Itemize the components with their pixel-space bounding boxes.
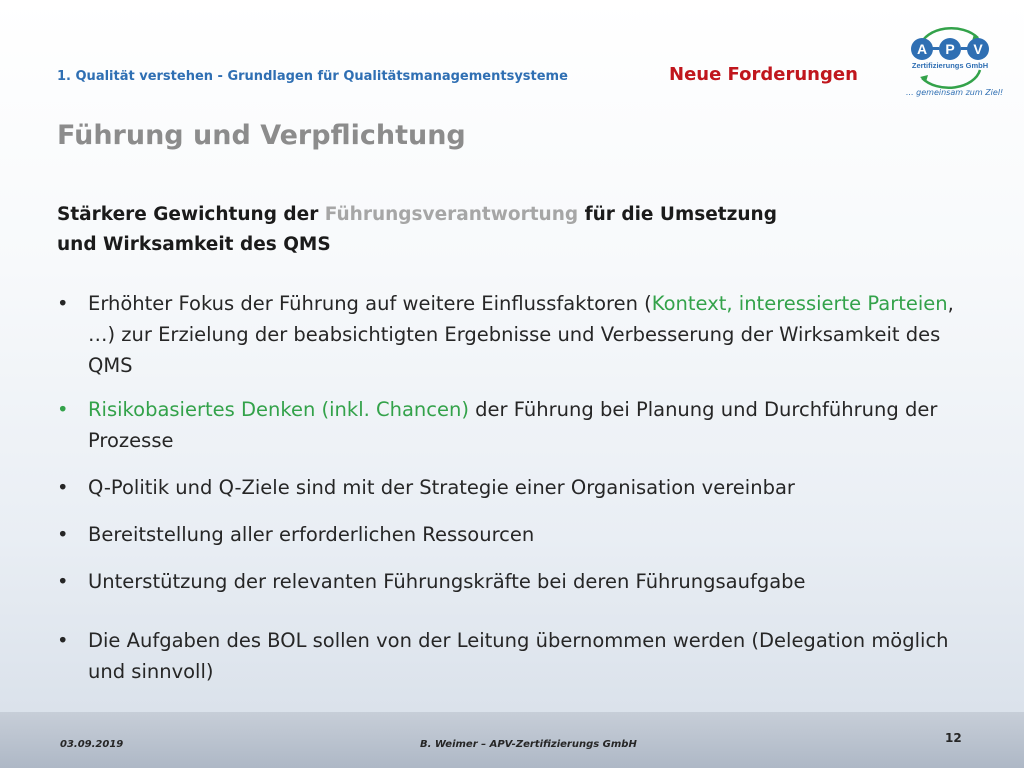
lead-text-1: Stärkere Gewichtung der <box>57 204 325 225</box>
bullet-item-5 <box>57 566 957 597</box>
bullet-dot-icon: • <box>57 398 69 421</box>
logo-letter-v: V <box>973 41 983 57</box>
bullet-2-text: der Führung bei Planung und Durchführung der Prozesse <box>88 398 938 452</box>
section-tag: Neue Forderungen <box>669 64 858 85</box>
breadcrumb: 1. Qualität verstehen - Grundlagen für Qualitätsmanagementsysteme <box>57 69 568 84</box>
lead-statement <box>57 200 817 260</box>
bullet-6-text: Die Aufgaben des BOL sollen von der Leitung übernommen werden (Delegation möglich und sinnvoll) <box>88 629 949 683</box>
lead-text-3: und Wirksamkeit des QMS <box>57 234 331 255</box>
bullet-3-text: Q-Politik und Q-Ziele sind mit der Strategie einer Organisation vereinbar <box>88 476 795 499</box>
bullet-1-text-b: , …) zur Erzielung der beabsichtigten Ergebnisse und Verbesserung der Wirksamkeit des QMS <box>88 292 954 377</box>
bullet-dot-icon: • <box>57 523 69 546</box>
logo-letter-a: A <box>916 41 928 57</box>
bullet-1-green: Kontext, interessierte Parteien <box>651 292 948 315</box>
lead-text-2: für die Umsetzung <box>578 204 777 225</box>
logo-letter-p: P <box>945 41 955 57</box>
bullet-1-text-a: Erhöhter Fokus der Führung auf weitere Einflussfaktoren ( <box>88 292 652 315</box>
bullet-4-text: Bereitstellung aller erforderlichen Ressourcen <box>88 523 535 546</box>
logo-tagline: ... gemeinsam zum Ziel! <box>906 88 1004 97</box>
bullet-item-2 <box>57 394 957 456</box>
company-logo <box>900 18 1000 98</box>
bullet-dot-icon: • <box>57 292 69 315</box>
footer-date: 03.09.2019 <box>60 739 124 750</box>
bullet-2-green: Risikobasiertes Denken (inkl. Chancen) <box>88 398 469 421</box>
logo-arc-bottom-icon <box>922 70 980 88</box>
bullet-item-1 <box>57 288 957 381</box>
bullet-item-3 <box>57 472 957 503</box>
lead-highlight: Führungsverantwortung <box>324 204 579 225</box>
bullet-dot-icon: • <box>57 629 69 652</box>
bullet-item-4 <box>57 519 957 550</box>
bullet-5-text: Unterstützung der relevanten Führungskräfte bei deren Führungsaufgabe <box>88 570 806 593</box>
logo-subtitle: Zertifizierungs GmbH <box>911 61 989 70</box>
bullet-dot-icon: • <box>57 476 69 499</box>
page-title: Führung und Verpflichtung <box>57 120 466 151</box>
bullet-dot-icon: • <box>57 570 69 593</box>
bullet-item-6 <box>57 625 957 687</box>
bullet-list <box>57 288 957 687</box>
page-number: 12 <box>945 731 962 745</box>
footer-author: B. Weimer – APV-Zertifizierungs GmbH <box>420 739 637 750</box>
